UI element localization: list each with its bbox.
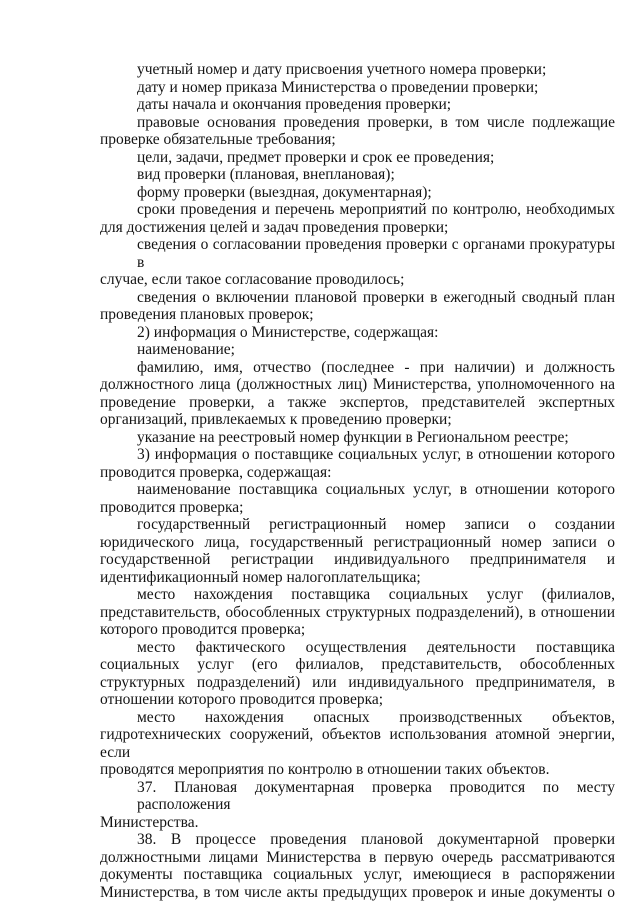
paragraph-line: учетный номер и дату присвоения учетного номера проверки; — [137, 61, 547, 78]
paragraph-line: случае, если такое согласование проводилось; — [100, 271, 405, 288]
paragraph-line: Министерства, в том числе акты предыдущих проверок и иные документы о — [100, 883, 615, 901]
paragraph-line: наименование поставщика социальных услуг, в отношении которого — [137, 481, 615, 498]
paragraph-line: проверке обязательные требования; — [100, 131, 336, 148]
paragraph-line: проведения плановых проверок; — [100, 306, 314, 323]
paragraph-hazardous-objects — [100, 709, 615, 779]
paragraph-line: место нахождения опасных производственных объектов, — [137, 708, 615, 726]
paragraph-line: сведения о включении плановой проверки в ежегодный сводный план — [137, 288, 615, 306]
paragraph-line: государственной регистрации индивидуального предпринимателя и — [100, 551, 615, 568]
paragraph-line: 3) информация о поставщике социальных услуг, в отношении которого — [137, 446, 615, 463]
paragraph-line: даты начала и окончания проведения проверки; — [137, 96, 452, 113]
paragraph-line: фамилию, имя, отчество (последнее - при наличии) и должность — [137, 358, 615, 376]
paragraph-line: указание на реестровый номер функции в Региональном реестре; — [137, 428, 569, 446]
paragraph-annual-plan — [100, 289, 615, 324]
paragraph-inspection-form — [100, 184, 615, 202]
paragraph-line: организаций, привлекаемых к проведению проверки; — [100, 411, 452, 428]
paragraph-line: юридического лица, государственный регистрационный номер записи о — [100, 533, 615, 551]
paragraph-officials — [100, 359, 615, 429]
paragraph-line: цели, задачи, предмет проверки и срок ее проведения; — [137, 148, 495, 166]
paragraph-line: социальных услуг (его филиалов, представительств, обособленных — [100, 656, 615, 673]
paragraph-line: государственный регистрационный номер записи о создании — [137, 516, 615, 533]
paragraph-line: проводится проверка, содержащая: — [100, 463, 332, 481]
paragraph-line: правовые основания проведения проверки, в том числе подлежащие — [137, 113, 615, 131]
paragraph-registration-numbers — [100, 516, 615, 586]
paragraph-provider-name — [100, 481, 615, 516]
paragraph-line: должностного лица (должностных лиц) Министерства, уполномоченного на — [100, 376, 615, 393]
paragraph-line: проводятся мероприятия по контролю в отношении таких объектов. — [100, 761, 550, 778]
paragraph-activity-location — [100, 639, 615, 709]
paragraph-line: дату и номер приказа Министерства о проведении проверки; — [137, 78, 539, 96]
paragraph-line: представительств, обособленных структурных подразделений), в отношении — [100, 603, 615, 621]
paragraph-goals — [100, 149, 615, 167]
paragraph-line: проведение проверки, а также экспертов, представителей экспертных — [100, 393, 615, 411]
paragraph-name — [100, 341, 615, 359]
paragraph-prosecutor-approval — [100, 236, 615, 289]
paragraph-provider-info — [100, 446, 615, 481]
paragraph-terms-measures — [100, 201, 615, 236]
paragraph-line: место нахождения поставщика социальных услуг (филиалов, — [137, 586, 615, 603]
paragraph-line: вид проверки (плановая, внеплановая); — [137, 166, 395, 183]
paragraph-ministry-info — [100, 324, 615, 342]
paragraph-line: место фактического осуществления деятельности поставщика — [137, 638, 615, 656]
paragraph-line: идентификационный номер налогоплательщика; — [100, 568, 421, 586]
paragraph-line: 37. Плановая документарная проверка проводится по месту расположения — [137, 778, 615, 813]
paragraph-inspection-type — [100, 166, 615, 184]
paragraph-start-end-dates — [100, 96, 615, 114]
paragraph-line: 2) информация о Министерстве, содержащая: — [137, 323, 439, 341]
paragraph-line: наименование; — [137, 341, 235, 358]
paragraph-line: гидротехнических сооружений, объектов использования атомной энергии, если — [100, 726, 615, 761]
clause-38 — [100, 831, 615, 901]
paragraph-line: должностными лицами Министерства в первую очередь рассматриваются — [100, 848, 615, 866]
paragraph-line: которого проводится проверка; — [100, 621, 306, 638]
paragraph-line: Министерства. — [100, 813, 199, 831]
paragraph-line: документы поставщика социальных услуг, имеющиеся в распоряжении — [100, 866, 615, 883]
paragraph-registry-number — [100, 429, 615, 447]
paragraph-line: структурных подразделений) или индивидуального предпринимателя, в — [100, 673, 615, 691]
paragraph-order-date-number — [100, 79, 615, 97]
paragraph-line: сведения о согласовании проведения проверки с органами прокуратуры в — [137, 236, 615, 271]
clause-37 — [100, 779, 615, 832]
paragraph-provider-location — [100, 586, 615, 639]
paragraph-line: сроки проведения и перечень мероприятий по контролю, необходимых — [137, 201, 615, 218]
paragraph-line: форму проверки (выездная, документарная); — [137, 183, 432, 201]
paragraph-line: отношении которого проводится проверка; — [100, 691, 384, 708]
paragraph-line: для достижения целей и задач проведения проверки; — [100, 218, 449, 236]
paragraph-line: 38. В процессе проведения плановой документарной проверки — [137, 831, 615, 848]
document-body — [100, 61, 615, 901]
paragraph-line: проводится проверка; — [100, 498, 244, 516]
paragraph-legal-grounds — [100, 114, 615, 149]
paragraph-registration-number — [100, 61, 615, 79]
